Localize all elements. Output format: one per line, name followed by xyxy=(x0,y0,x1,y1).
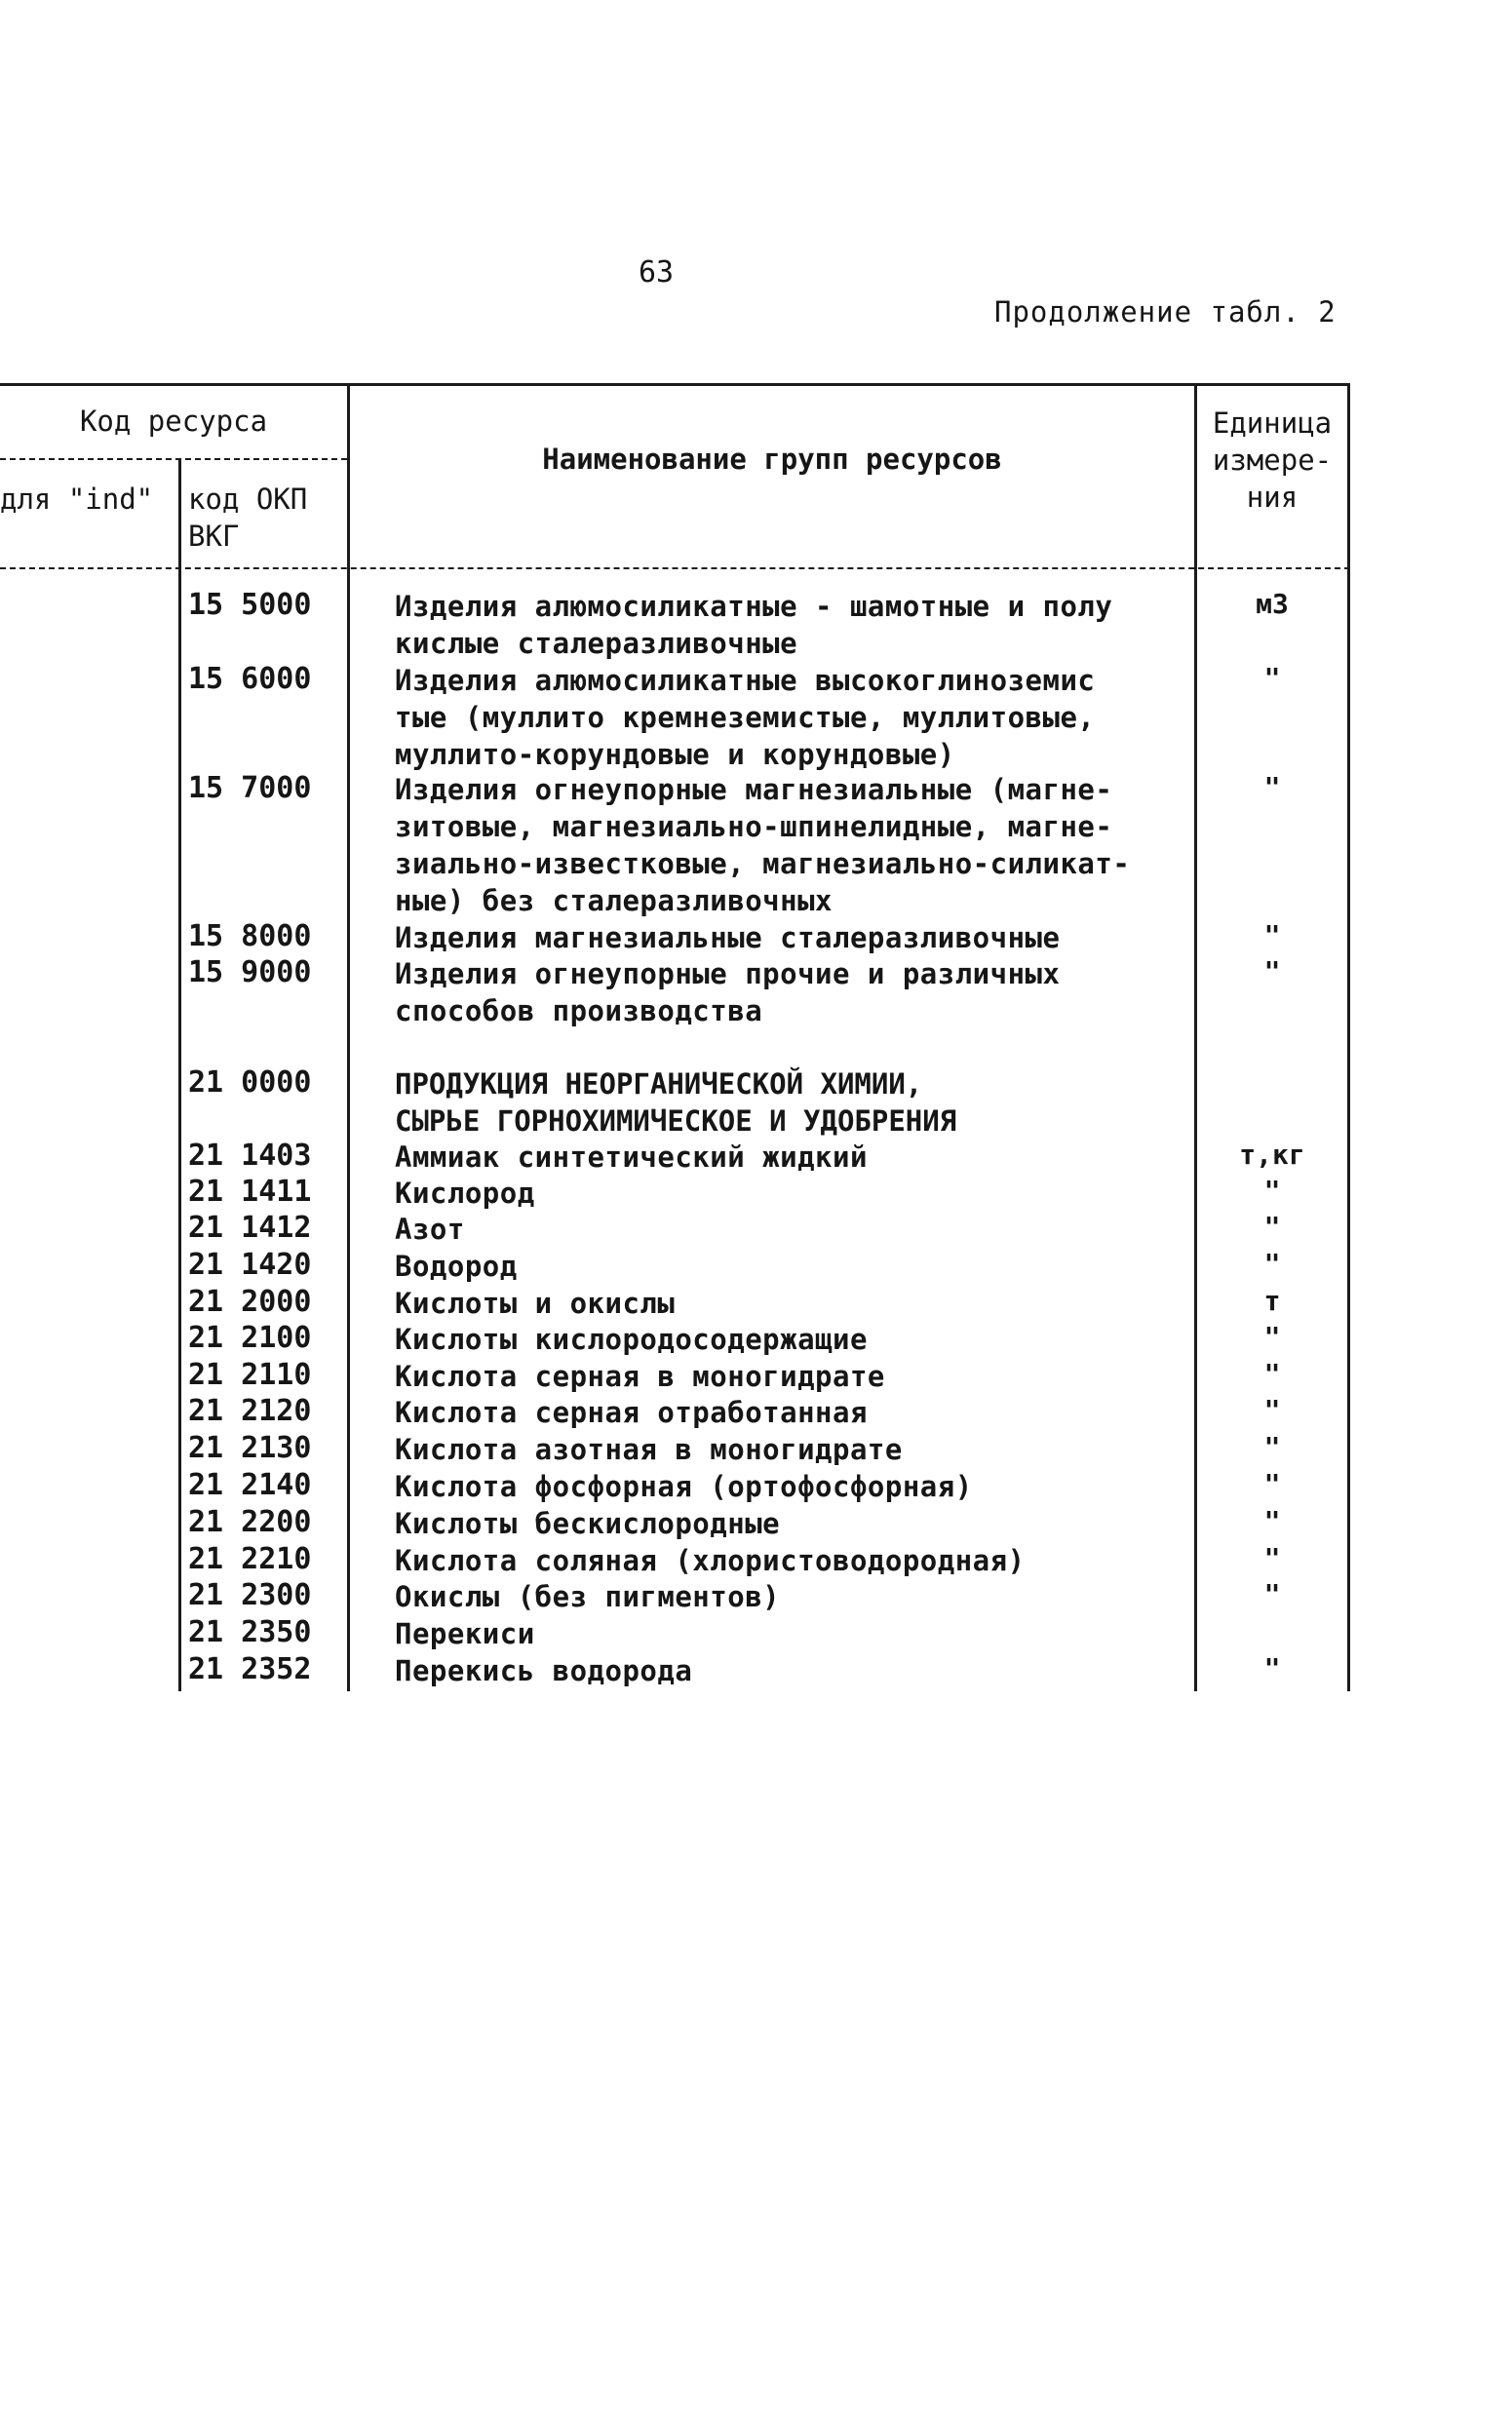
row-unit: " xyxy=(1263,1175,1281,1207)
row-code: 21 2352 xyxy=(188,1652,312,1686)
row-name-line: Кислоты и окислы xyxy=(395,1287,676,1320)
row-unit: м3 xyxy=(1256,588,1289,620)
row-unit: " xyxy=(1263,662,1281,694)
row-unit: " xyxy=(1263,1578,1281,1610)
header-unit-line3: ния xyxy=(1246,481,1299,514)
row-name-line: Изделия магнезиальные сталеразливочные xyxy=(395,921,1061,954)
row-code: 15 9000 xyxy=(188,955,312,989)
row-unit: " xyxy=(1263,1468,1281,1500)
header-bottom-border xyxy=(0,567,1350,569)
row-code: 21 2350 xyxy=(188,1615,312,1649)
table-right-border xyxy=(1347,383,1350,1691)
row-unit: " xyxy=(1263,1431,1281,1463)
row-unit: " xyxy=(1263,1321,1281,1353)
header-resource-code: Код ресурса xyxy=(79,405,268,438)
row-code: 15 8000 xyxy=(188,919,312,953)
header-group-name: Наименование групп ресурсов xyxy=(542,443,1002,476)
row-name-line: Окислы (без пигментов) xyxy=(395,1580,781,1613)
row-unit: " xyxy=(1263,1505,1281,1537)
row-code: 21 2140 xyxy=(188,1468,312,1502)
row-unit: " xyxy=(1263,1358,1281,1390)
row-unit: " xyxy=(1263,955,1281,987)
header-unit-line1: Единица xyxy=(1212,406,1333,440)
header-code-for-ind: для "ind" xyxy=(0,483,154,516)
row-code: 21 2210 xyxy=(188,1542,312,1576)
page-number: 63 xyxy=(639,255,675,290)
row-name-line: ные) без сталеразливочных xyxy=(395,884,833,917)
row-name-line: Азот xyxy=(395,1213,465,1246)
row-name-line: Аммиак синтетический жидкий xyxy=(395,1141,868,1174)
row-name-line: Изделия алюмосиликатные - шамотные и полу xyxy=(395,590,1113,623)
row-code: 21 2300 xyxy=(188,1578,312,1612)
row-name-line: Кислота фосфорная (ортофосфорная) xyxy=(395,1470,973,1503)
row-name-line: муллито-корундовые и корундовые) xyxy=(395,738,955,771)
row-name-line: Изделия огнеупорные магнезиальные (магне- xyxy=(395,773,1113,806)
row-code: 21 2130 xyxy=(188,1431,312,1465)
row-code: 21 2200 xyxy=(188,1505,312,1539)
row-name-line: Кислота соляная (хлористоводородная) xyxy=(395,1544,1026,1577)
row-code: 21 1412 xyxy=(188,1211,312,1245)
row-unit: т,кг xyxy=(1239,1139,1305,1171)
row-code: 21 2100 xyxy=(188,1321,312,1355)
row-name-line: зитовые, магнезиально-шпинелидные, магне- xyxy=(395,810,1113,843)
table-top-border xyxy=(0,383,1350,386)
row-name-line: Кислород xyxy=(395,1177,535,1210)
row-name-line: Изделия огнеупорные прочие и различных xyxy=(395,957,1061,990)
row-name-line: Изделия алюмосиликатные высокоглиноземис xyxy=(395,664,1096,697)
row-name-line: кислые сталеразливочные xyxy=(395,627,798,660)
row-name-line: Водород xyxy=(395,1250,518,1283)
row-name-line: Кислота азотная в моногидрате xyxy=(395,1433,903,1466)
unit-column-left-border xyxy=(1194,383,1197,1691)
header-code-okp: код ОКП xyxy=(188,483,308,516)
row-unit: " xyxy=(1263,1394,1281,1426)
row-name-line: Перекиси xyxy=(395,1617,535,1650)
row-unit: т xyxy=(1263,1285,1281,1317)
row-code: 21 1411 xyxy=(188,1175,312,1209)
row-code: 21 2120 xyxy=(188,1394,312,1428)
row-unit: " xyxy=(1263,1542,1281,1574)
header-code-okp-vkg: ВКГ xyxy=(188,520,240,553)
row-unit: " xyxy=(1263,1652,1281,1684)
code-ind-divider xyxy=(178,458,181,1691)
row-unit: " xyxy=(1263,1248,1281,1280)
row-code: 21 2000 xyxy=(188,1285,312,1319)
row-unit: " xyxy=(1263,771,1281,803)
row-code: 21 1420 xyxy=(188,1248,312,1282)
row-code: 15 6000 xyxy=(188,662,312,696)
row-name-line: Кислоты кислородосодержащие xyxy=(395,1323,868,1356)
row-name-line: Перекись водорода xyxy=(395,1654,693,1687)
row-name-line: ПРОДУКЦИЯ НЕОРГАНИЧЕСКОЙ ХИМИИ, xyxy=(395,1067,923,1101)
row-name-line: Кислота серная в моногидрате xyxy=(395,1360,885,1393)
row-name-line: зиально-известковые, магнезиально-силикат- xyxy=(395,847,1131,880)
row-code: 21 2110 xyxy=(188,1358,312,1392)
row-code: 15 5000 xyxy=(188,588,312,622)
row-name-line: тые (муллито кремнеземистые, муллитовые, xyxy=(395,701,1096,734)
row-name-line: Кислота серная отработанная xyxy=(395,1396,868,1429)
row-code: 21 1403 xyxy=(188,1139,312,1173)
row-unit: " xyxy=(1263,919,1281,951)
row-name-line: способов производства xyxy=(395,994,763,1027)
row-name-line: СЫРЬЕ ГОРНОХИМИЧЕСКОЕ И УДОБРЕНИЯ xyxy=(395,1104,957,1138)
row-code: 15 7000 xyxy=(188,771,312,805)
row-code: 21 0000 xyxy=(188,1065,312,1100)
header-unit-line2: измере- xyxy=(1212,444,1333,477)
row-name-line: Кислоты бескислородные xyxy=(395,1507,781,1540)
table-continuation-label: Продолжение табл. 2 xyxy=(994,295,1337,329)
row-unit: " xyxy=(1263,1211,1281,1243)
resource-code-subdivider xyxy=(0,458,347,460)
